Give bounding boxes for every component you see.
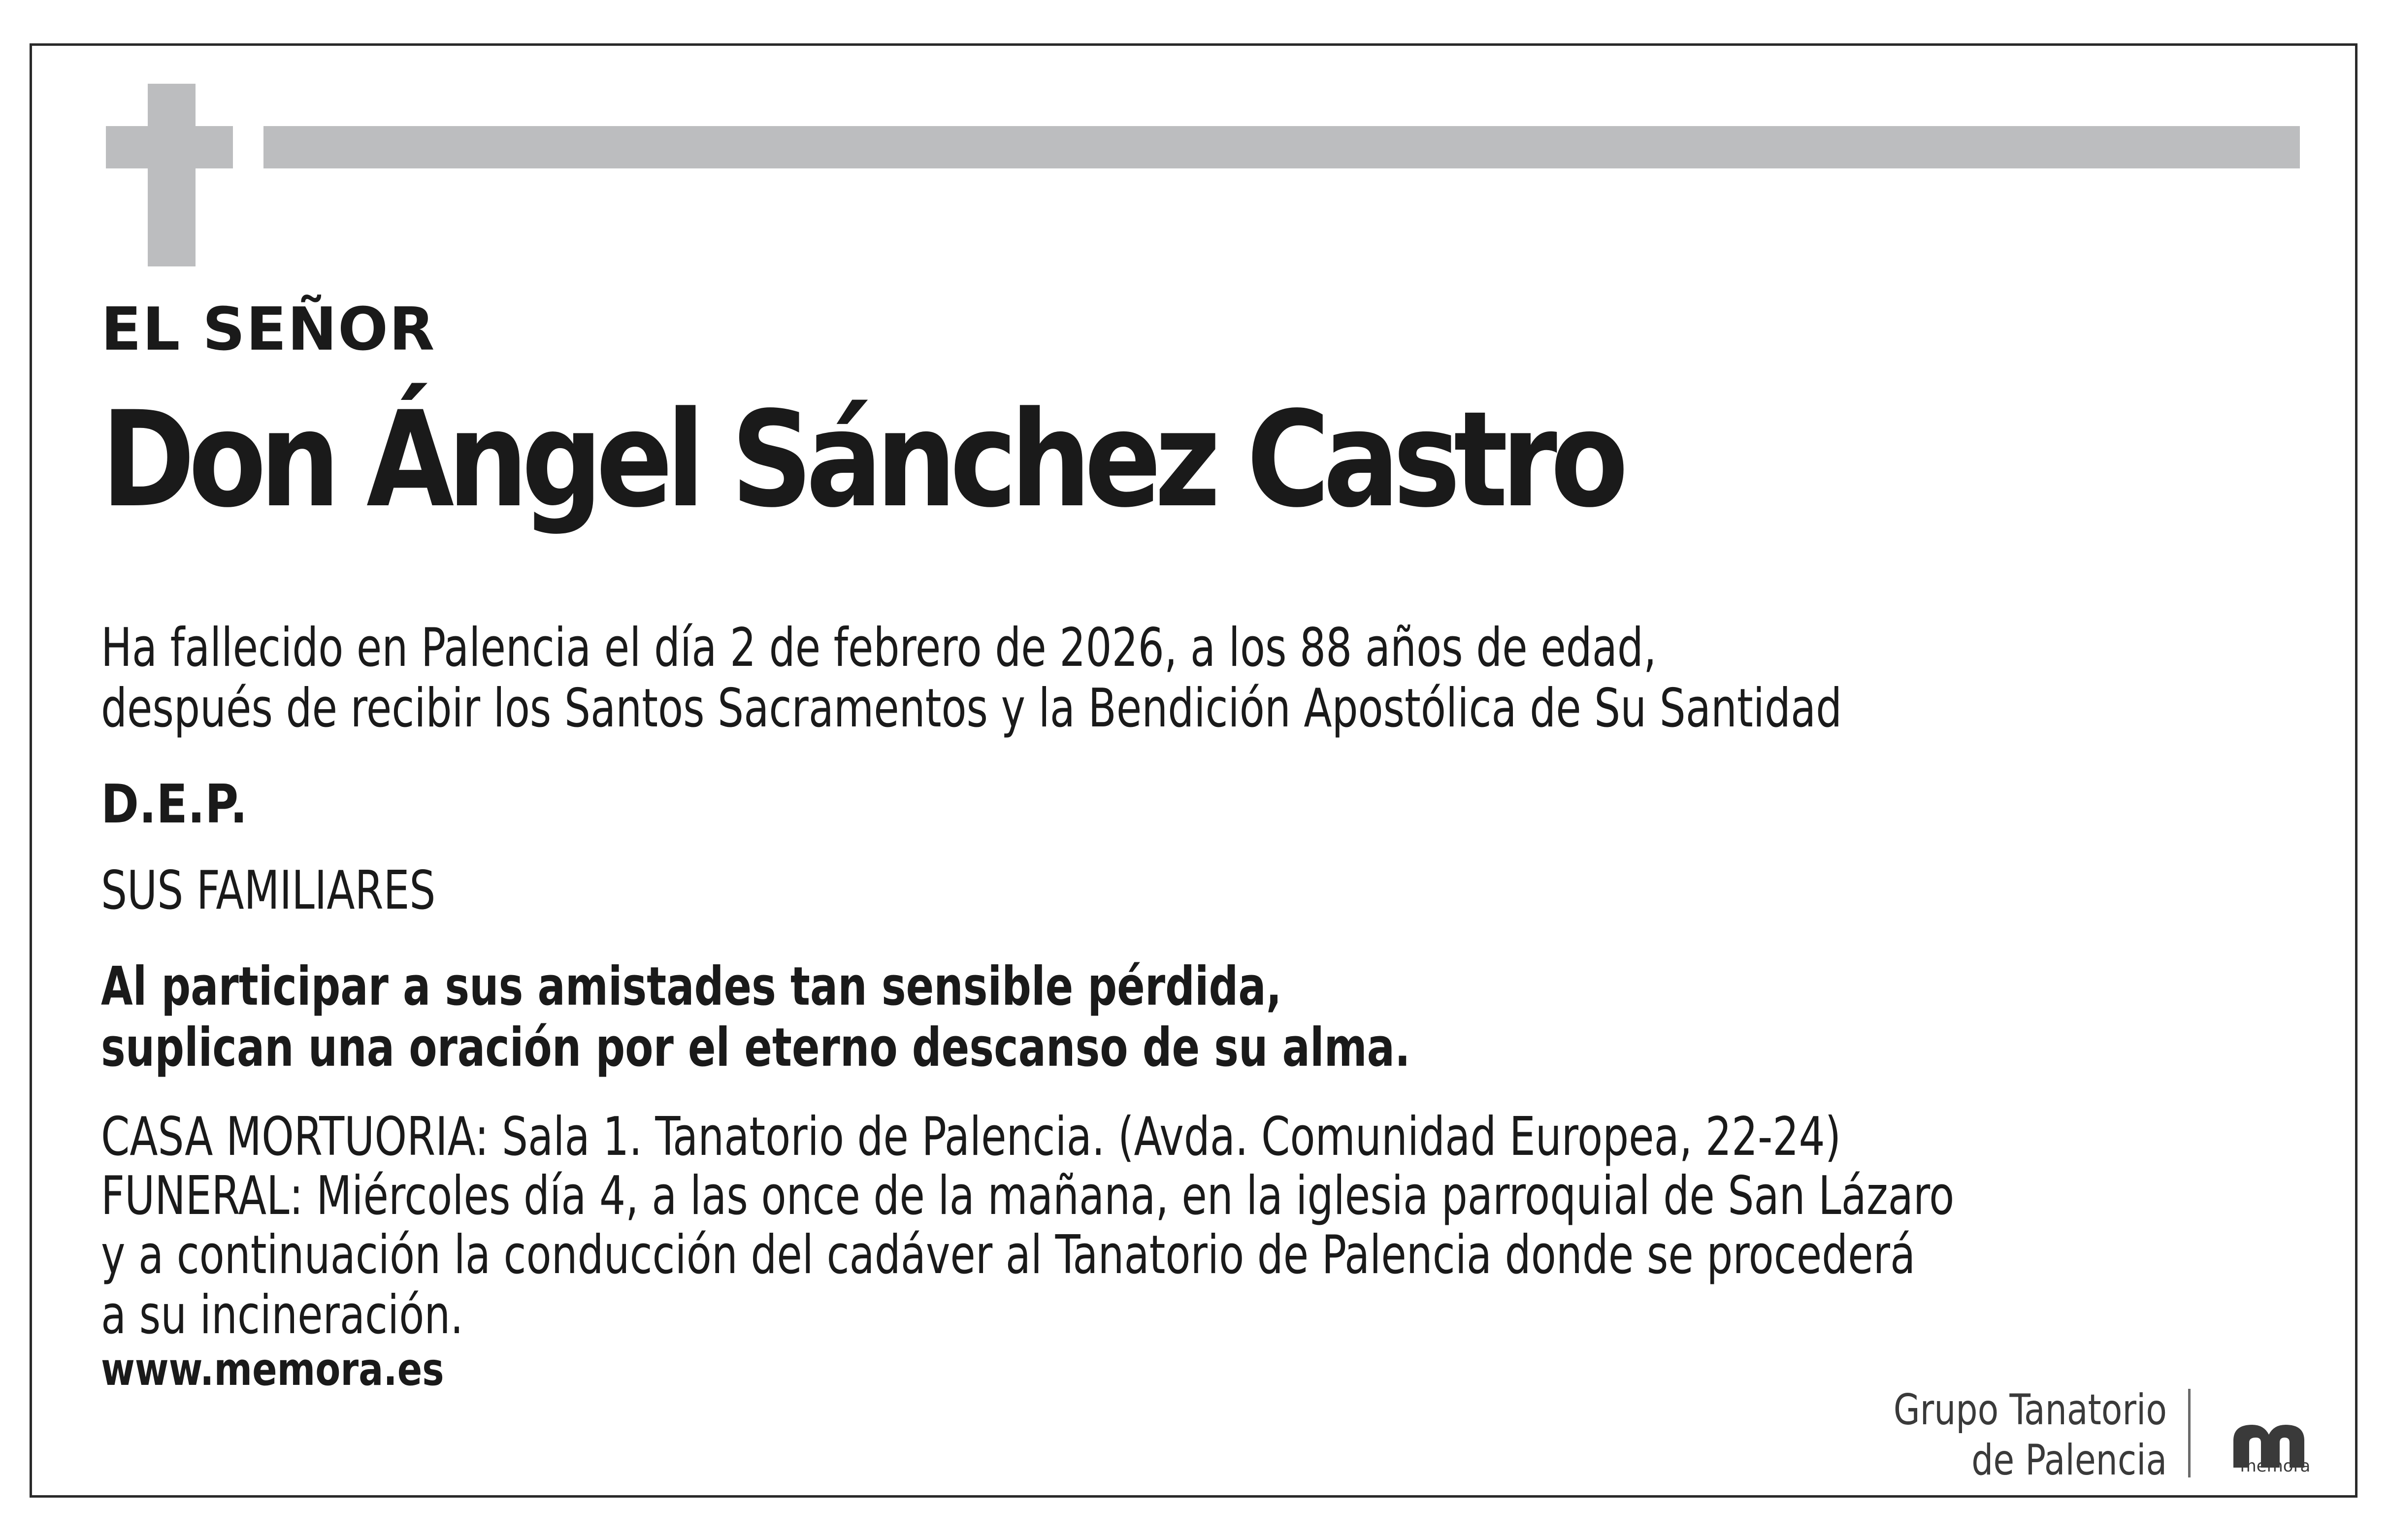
logo-divider — [2188, 1389, 2191, 1477]
cross-vertical-bar — [148, 84, 196, 266]
death-statement-line-1: Ha fallecido en Palencia el día 2 de febrero de 2026, a los 88 años de edad, — [101, 617, 1657, 679]
prayer-request-line-2: suplican una oración por el eterno descanso de su alma. — [101, 1017, 1410, 1079]
death-statement-line-2: después de recibir los Santos Sacramentos y la Bendición Apostólica de Su Santidad — [101, 678, 1842, 739]
cross-horizontal-bar — [106, 126, 233, 168]
family-label: SUS FAMILIARES — [101, 860, 436, 921]
funeral-info-line-1: CASA MORTUORIA: Sala 1. Tanatorio de Palencia. (Avda. Comunidad Europea, 22-24) — [101, 1106, 1841, 1168]
website-link[interactable]: www.memora.es — [101, 1343, 444, 1396]
logo-text-line-1: Grupo Tanatorio — [1893, 1385, 2167, 1435]
deceased-name: Don Ángel Sánchez Castro — [101, 383, 1622, 537]
dep-label: D.E.P. — [101, 774, 248, 835]
logo-text-line-2: de Palencia — [1971, 1436, 2167, 1485]
funeral-info-line-4: a su incineración. — [101, 1284, 463, 1346]
header-decorative-bar — [263, 126, 2300, 168]
funeral-info-line-3: y a continuación la conducción del cadáver al Tanatorio de Palencia donde se procederá — [101, 1224, 1916, 1286]
logo-brand-text: mémora — [2240, 1456, 2311, 1476]
funeral-home-logo — [1854, 1384, 2327, 1485]
funeral-info-line-2: FUNERAL: Miércoles día 4, a las once de la mañana, en la iglesia parroquial de San Lázaro — [101, 1165, 1955, 1227]
prayer-request-line-1: Al participar a sus amistades tan sensible pérdida, — [101, 956, 1282, 1017]
title-prefix: EL SEÑOR — [101, 295, 436, 364]
